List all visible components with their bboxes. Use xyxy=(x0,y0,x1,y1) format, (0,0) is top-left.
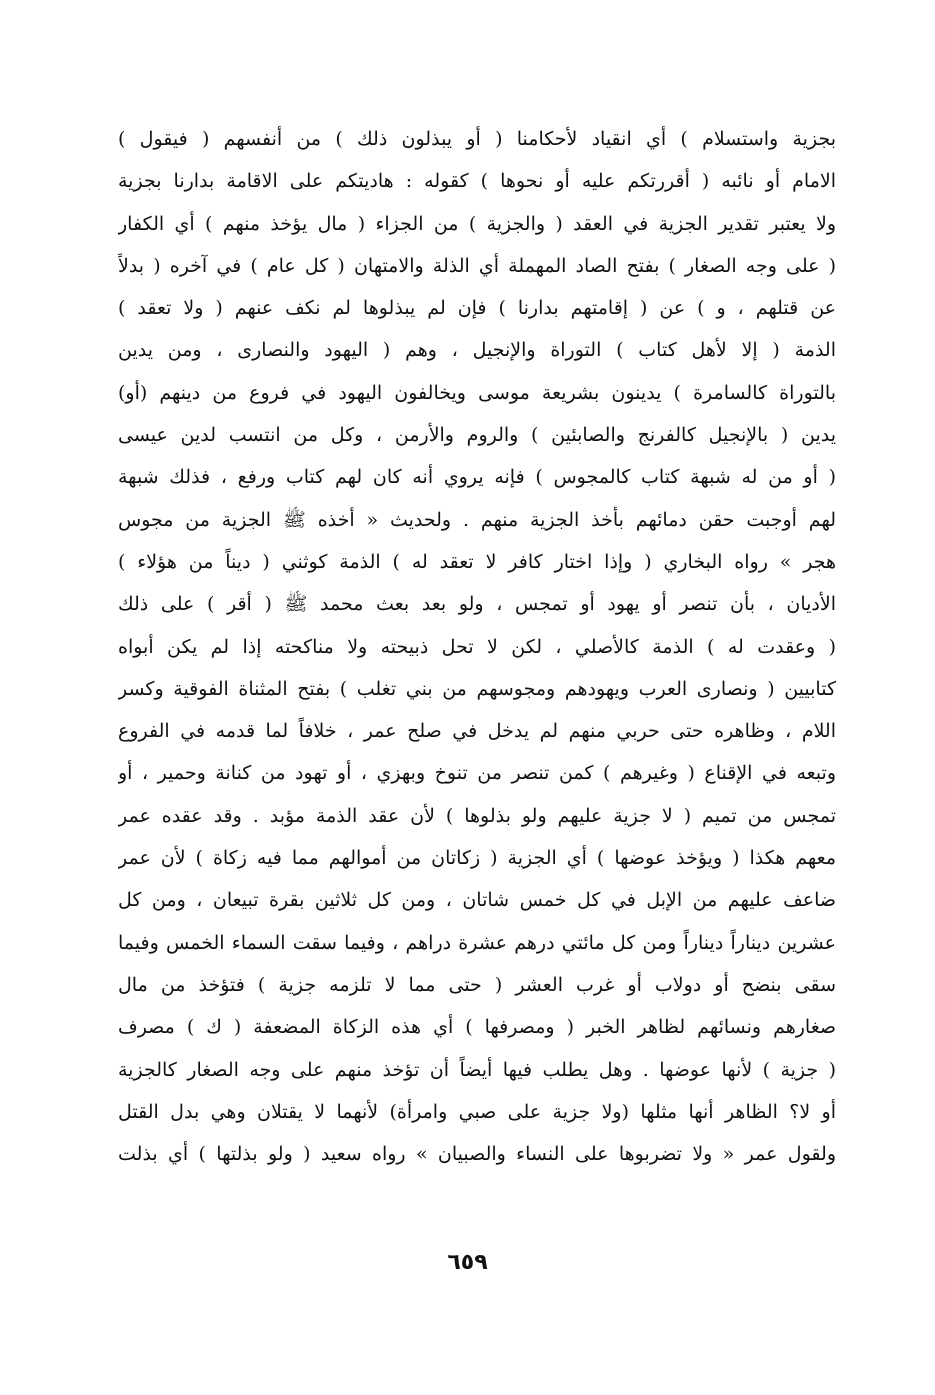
text-line: الذمة ( إلا لأهل كتاب ) التوراة والإنجيل ، وهم ( اليهود والنصارى ، ومن يدين xyxy=(118,339,836,362)
text-line: تمجس من تميم ( لا جزية عليهم ولو بذلوها ) لأن عقد الذمة مؤبد . وقد عقده عمر xyxy=(118,804,836,827)
text-line: بجزية واستسلام ) أي انقياد لأحكامنا ( أو يبذلون ذلك ) من أنفسهم ( فيقول ) xyxy=(118,128,836,150)
text-line: ( جزية ) لأنها عوضها . وهل يطلب فيها أيضاً أن تؤخذ منهم على وجه الصغار كالجزية xyxy=(118,1058,836,1081)
text-line: بالتوراة كالسامرة ) يدينون بشريعة موسى ويخالفون اليهود في فروع من دينهم (أو) xyxy=(118,381,836,404)
page-number: ٦٥٩ xyxy=(447,1250,488,1275)
text-line: عن قتلهم ، و ) عن ( إقامتهم بدارنا ) فإن لم يبذلوها لم نكف عنهم ( ولا تعقد ) xyxy=(118,297,836,320)
body-text xyxy=(118,118,836,1175)
text-line: اللام ، وظاهره حتى حربي منهم لم يدخل في صلح عمر ، خلافاً لما قدمه في الفروع xyxy=(118,720,836,743)
text-line: لهم أوجبت حقن دمائهم بأخذ الجزية منهم . ولحديث « أخذه ﷺ الجزية من مجوس xyxy=(118,508,836,531)
text-line: معهم هكذا ( ويؤخذ عوضها ) أي الجزية ( زكاتان من أموالهم مما فيه زكاة ) لأن عمر xyxy=(118,847,836,870)
text-line: وتبعه في الإقناع ( وغيرهم ) كمن تنصر من تنوخ وبهزي ، أو تهود من كنانة وحمير ، أو xyxy=(118,762,836,785)
text-line: هجر » رواه البخاري ( وإذا اختار كافر لا تعقد له ) الذمة كوثني ( ديناً من هؤلاء ) xyxy=(118,550,836,573)
text-line: سقى بنضح أو دولاب أو غرب العشر ( حتى مما لا تلزمه جزية ) فتؤخذ من مال xyxy=(118,973,836,996)
text-line: ( أو من له شبهة كتاب كالمجوس ) فإنه يروي أنه كان لهم كتاب ورفع ، فذلك شبهة xyxy=(118,466,836,489)
text-line: صغارهم ونسائهم لظاهر الخبر ( ومصرفها ) أي هذه الزكاة المضعفة ( ك ) مصرف xyxy=(118,1016,836,1039)
text-line: عشرين ديناراً ديناراً ومن كل مائتي درهم عشرة دراهم ، وفيما سقت السماء الخمس وفيما xyxy=(118,931,836,954)
text-line: ضاعف عليهم من الإبل في كل خمس شاتان ، ومن كل ثلاثين بقرة تبيعان ، ومن كل xyxy=(118,889,836,912)
text-line: الامام أو نائبه ( أقررتكم عليه أو نحوها ) كقوله : هاديتكم على الاقامة بدارنا بجزية xyxy=(118,170,836,193)
text-line: الأديان ، بأن تنصر أو يهود أو تمجس ، ولو بعد بعث محمد ﷺ ( أقر ) على ذلك xyxy=(118,593,836,616)
text-line: ( وعقدت له ) الذمة كالأصلي ، لكن لا تحل ذبيحته ولا مناكحته إذا لم يكن أبواه xyxy=(118,635,836,658)
text-line: ولا يعتبر تقدير الجزية في العقد ( والجزية ) من الجزاء ( مال يؤخذ منهم ) أي الكفار xyxy=(118,212,836,235)
text-line: يدين ( بالإنجيل كالفرنج والصابئين ) والروم والأرمن ، وكل من انتسب لدين عيسى xyxy=(118,424,836,447)
text-line: ولقول عمر « ولا تضربوها على النساء والصبيان » رواه سعيد ( ولو بذلتها ) أي بذلت xyxy=(118,1143,836,1166)
text-line: كتابيين ( ونصارى العرب ويهودهم ومجوسهم من بني تغلب ) بفتح المثناة الفوقية وكسر xyxy=(118,677,836,700)
text-line: أو لا؟ الظاهر أنها مثلها (ولا جزية على صبي وامرأة) لأنهما لا يقتلان وهي بدل القتل xyxy=(118,1100,836,1123)
text-line: ( على وجه الصغار ) بفتح الصاد المهملة أي الذلة والامتهان ( كل عام ) في آخره ( بدلاً xyxy=(118,254,836,277)
